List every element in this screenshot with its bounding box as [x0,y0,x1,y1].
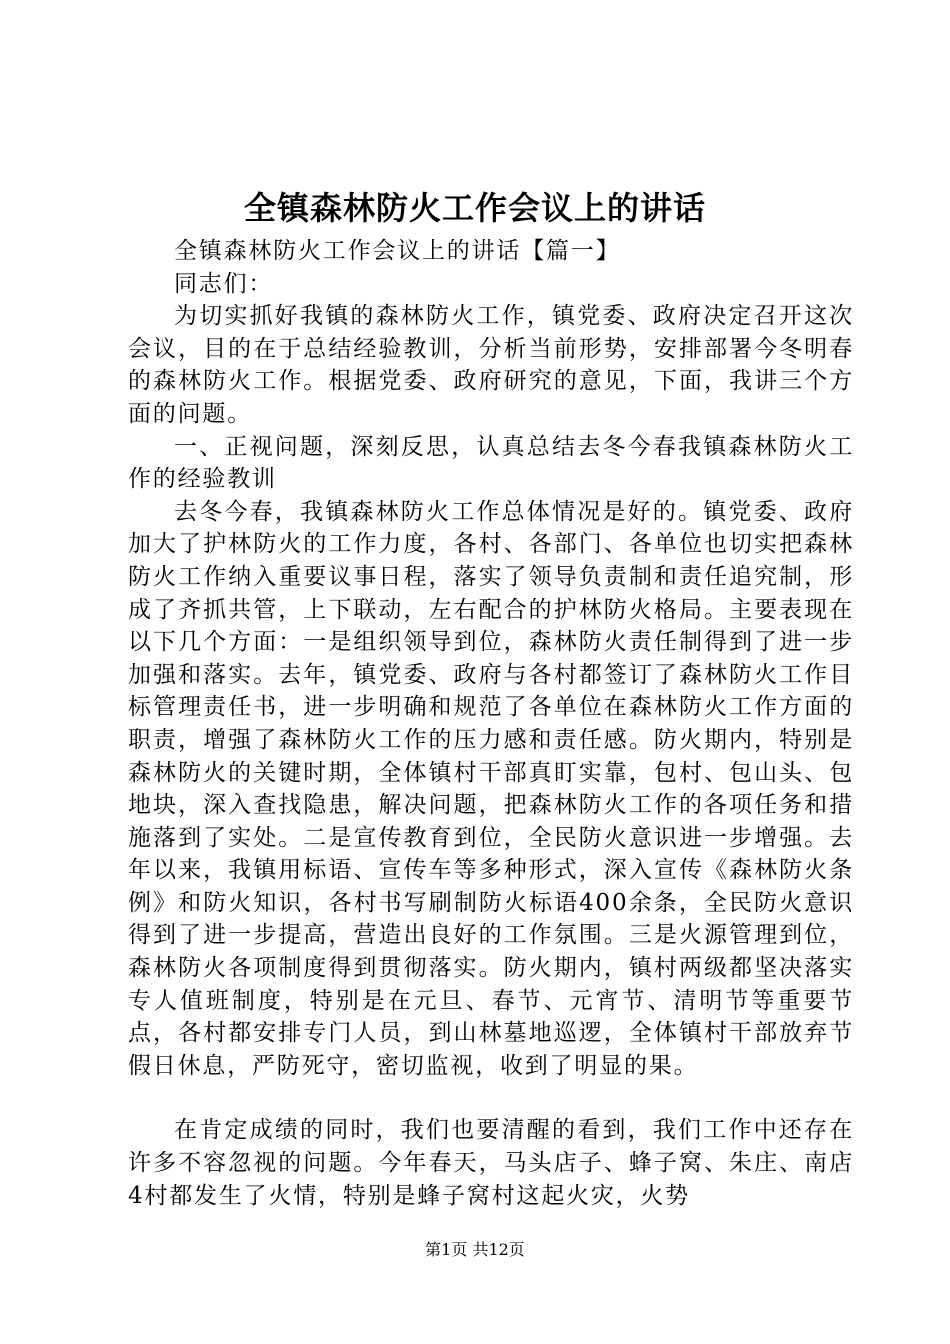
document-body [128,235,854,1212]
salutation: 同志们： [174,270,274,297]
paragraph-summary: 去冬今春，我镇森林防火工作总体情况是好的。镇党委、政府加大了护林防火的工作力度，各村、各部门、各单位也切实把森林防火工作纳入重要议事日程，落实了领导负责制和责任追究制，形成了齐抓共管，上下联动，左右配合的护林防火格局。主要表现在以下几个方面：一是组织领导到位，森林防火责任制得到了进一步加强和落实。去年，镇党委、政府与各村都签订了森林防火工作目标管理责任书，进一步明确和规范了各单位在森林防火工作方面的职责，增强了森林防火工作的压力感和责任感。防火期内，特别是森林防火的关键时期，全体镇村干部真盯实靠，包村、包山头、包地块，深入查找隐患，解决问题，把森林防火工作的各项任务和措施落到了实处。二是宣传教育到位，全民防火意识进一步增强。去年以来，我镇用标语、宣传车等多种形式，深入宣传《森林防火条例》和防火知识，各村书写刷制防火标语400余条，全民防火意识得到了进一步提高，营造出良好的工作氛围。三是火源管理到位，森林防火各项制度得到贯彻落实。防火期内，镇村两级都坚决落实专人值班制度，特别是在元旦、春节、元宵节、清明节等重要节点，各村都安排专门人员，到山林墓地巡逻，全体镇村干部放弃节假日休息，严防死守，密切监视，收到了明显的果。 [128,498,854,1079]
paragraph-intro: 为切实抓好我镇的森林防火工作，镇党委、政府决定召开这次会议，目的在于总结经验教训，分析当前形势，安排部署今冬明春的森林防火工作。根据党委、政府研究的意见，下面，我讲三个方面的问题。 [128,303,854,427]
section-heading: 全镇森林防火工作会议上的讲话【篇一】 [174,238,621,264]
paragraph-heading-1: 一、正视问题，深刻反思，认真总结去冬今春我镇森林防火工作的经验教训 [128,433,854,493]
document-title: 全镇森林防火工作会议上的讲话 [243,189,706,227]
paragraph-problems: 在肯定成绩的同时，我们也要清醒的看到，我们工作中还存在许多不容忽视的问题。今年春天，马头店子、蜂子窝、朱庄、南店4村都发生了火情，特别是蜂子窝村这起火灾，火势 [128,1117,854,1209]
page-footer: 第1页 共12页 [425,1240,525,1259]
